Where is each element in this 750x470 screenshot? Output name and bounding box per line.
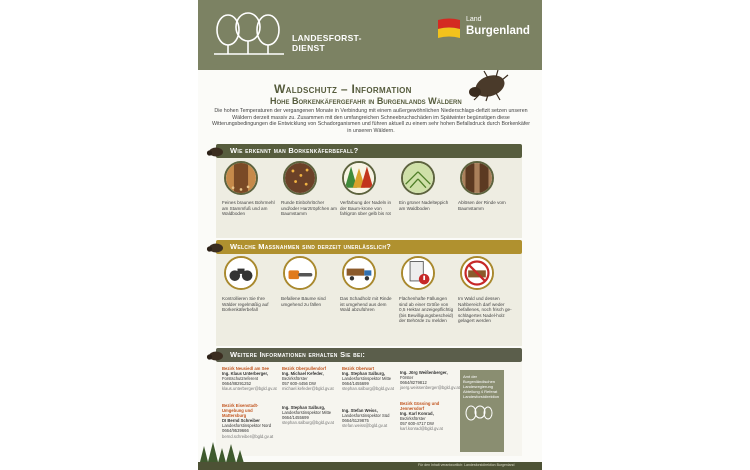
contact-card xyxy=(342,408,398,428)
contact-card xyxy=(342,366,398,391)
burgenland-flag-icon xyxy=(436,16,462,42)
document-warning-icon xyxy=(401,256,435,290)
contact-phone: 057 600-4456 DW xyxy=(282,381,316,387)
contact-role: Landesforstinspektor Mitte xyxy=(282,410,332,416)
section1-caption-2: Runde Einbohrlöcher und/oder Harztröpfchen am Baumstamm xyxy=(281,200,337,217)
contact-district: Bezirk Eisenstadt-Umgebung und Mattersburg xyxy=(222,403,259,419)
contact-phone: 057 600-4717 DW xyxy=(400,421,434,427)
contact-email[interactable]: joerg.weissenberger@bgld.gv.at xyxy=(400,385,460,391)
section2-heading: Welche Massnahmen sind derzeit unerlässlich? xyxy=(216,240,522,254)
section1-caption-5: Ablösen der Rinde vom Baumstamm xyxy=(458,200,506,211)
contact-card xyxy=(400,401,456,432)
section1-caption-4: Ein grüner Nadelteppich am Waldboden xyxy=(399,200,449,211)
contact-name: Ing. Karl Konrad, xyxy=(400,411,434,417)
region-name: Burgenland xyxy=(466,25,530,37)
forest-trees-icon xyxy=(463,405,493,425)
beetle-small-icon xyxy=(206,348,224,362)
bark-beetle-icon xyxy=(466,66,510,102)
contact-phone: 0664/9539666 xyxy=(222,428,249,434)
section2-caption-4: Flächenhafte Fällungen sind ab einer Größe von 0,5 Hektar anzeigepflichtig (bis Bewilligungsbescheid) der Behörde zu melden xyxy=(399,296,454,324)
contact-role: Landesforstinspektor Mitte xyxy=(342,376,392,382)
contact-name: Ing. Jörg Weißenberger, xyxy=(400,370,448,375)
contact-email[interactable]: stephan.salburg@bgld.gv.at xyxy=(342,386,394,392)
section1-caption-3: Verfärbung der Nadeln in der Baum-krone von fahlgrün über gelb bis rot xyxy=(340,200,392,217)
contact-card xyxy=(222,403,278,439)
intro-text: Die hohen Temperaturen der vergangenen Monate in Verbindung mit einem außergewöhnlichen Niederschlags-defizit setzen unseren Wäldern derzeit massiv zu. Zusammen mit den umfangreichen Schneebruchschäden im Spätwinter begünstigen diese Witterungsbedingungen die Entwicklung von Schadorganismen und führen aktuell zu einem sehr hohen Befallsdruck durch Borkenkäfer in unseren Wäldern. xyxy=(212,108,531,134)
contact-role: Landesforstinspektor Süd xyxy=(342,413,390,419)
beetle-small-icon xyxy=(206,144,224,158)
contact-email[interactable]: klaus.unterberger@bgld.gv.at xyxy=(222,386,277,392)
contact-role: Forstschutzreferent xyxy=(222,376,259,382)
contact-role: Landesforstinspektor Nord xyxy=(222,423,272,429)
forest-trees-logo xyxy=(212,12,284,58)
page-title: Waldschutz – Information xyxy=(274,82,412,96)
discolored-trees-icon xyxy=(342,161,376,195)
section1-caption-1: Feines braunes Bohrmehl am Stammfuß und am Waldboden xyxy=(222,200,275,217)
contact-name: Ing. Michael Kefeder, xyxy=(282,371,324,377)
footer-text: Für den Inhalt verantwortlich: Landesforstdirektion Burgenland xyxy=(418,463,515,467)
contact-name: Ing. Stephan Salburg, xyxy=(282,405,326,410)
contact-phone: 0664/1455699 xyxy=(342,381,369,387)
contact-district: Bezirk Neusiedl am See xyxy=(222,366,270,371)
contact-district: Bezirk Oberpullendorf xyxy=(282,366,326,371)
needle-carpet-icon xyxy=(401,161,435,195)
beetle-small-icon xyxy=(206,240,224,254)
authority-info-text: Amt der Burgenländischen Landesregierung Abteilung 4 Referat Landesforstdirektion xyxy=(463,374,500,399)
no-storage-icon xyxy=(460,256,494,290)
contact-district: Bezirk Oberwart xyxy=(342,366,375,371)
forest-service-line1: LANDESFORST- xyxy=(292,33,362,43)
poster xyxy=(198,0,542,470)
contact-role: Bezirksförster xyxy=(282,376,308,382)
contact-name: DI Bernd Schreiber xyxy=(222,418,260,424)
contact-name: Ing. Klaus Unterberger, xyxy=(222,371,269,377)
contact-district: Bezirk Güssing und Jennersdorf xyxy=(400,401,440,412)
contact-phone: 0664/6129875 xyxy=(342,418,369,424)
page-subtitle: Hohe Borkenkäfergefahr in Burgenlands Wäldern xyxy=(270,96,462,106)
contact-email[interactable]: karl.konrad@bgld.gv.at xyxy=(400,426,443,432)
contact-name: Ing. Stefan Weiss, xyxy=(342,408,378,413)
chainsaw-icon xyxy=(283,256,317,290)
peeling-bark-icon xyxy=(460,161,494,195)
contact-name: Ing. Stephan Salburg, xyxy=(342,371,386,377)
timber-truck-icon xyxy=(342,256,376,290)
contact-email[interactable]: michael.kefeder@bgld.gv.at xyxy=(282,386,334,392)
contact-card xyxy=(222,366,278,391)
section3-heading: Weitere Informationen erhalten Sie bei: xyxy=(216,348,522,362)
contact-phone: 0664/88291252 xyxy=(222,381,252,387)
section2-caption-3: Das Schadholz mit Rinde ist umgehend aus dem Wald abzuführen xyxy=(340,296,392,313)
forest-service-line2: DIENST xyxy=(292,43,325,53)
contact-card xyxy=(282,405,338,425)
contact-card xyxy=(400,370,460,391)
section2-caption-2: Befallene Bäume sind umgehend zu fällen xyxy=(281,296,326,307)
contact-email[interactable]: stefan.weiss@bgld.gv.at xyxy=(342,423,388,429)
contact-card xyxy=(282,366,338,391)
binoculars-icon xyxy=(224,256,258,290)
contact-role: Förster xyxy=(400,375,414,381)
contact-role: Bezirksförster xyxy=(400,416,426,422)
contact-phone: 0664/1455699 xyxy=(282,415,309,421)
forest-service-title xyxy=(292,33,362,53)
section1-heading: Wie erkennt man Borkenkäferbefall? xyxy=(216,144,522,158)
section2-caption-1: Kontrollieren Sie Ihre Wälder regelmäßig auf Borkenkäferbefall xyxy=(222,296,269,313)
bark-dust-icon xyxy=(224,161,258,195)
section2-caption-5: Im Wald und dessen Nahbereich darf weder befallenes, noch frisch ge-schlägertes Nadel-holz gelagert werden xyxy=(458,296,512,324)
bore-holes-icon xyxy=(283,161,317,195)
contact-email[interactable]: stephan.salburg@bgld.gv.at xyxy=(282,420,334,426)
contact-phone: 0664/8279812 xyxy=(400,380,427,386)
contact-email[interactable]: bernd.schreiber@bgld.gv.at xyxy=(222,433,274,439)
land-label: Land xyxy=(466,16,482,23)
